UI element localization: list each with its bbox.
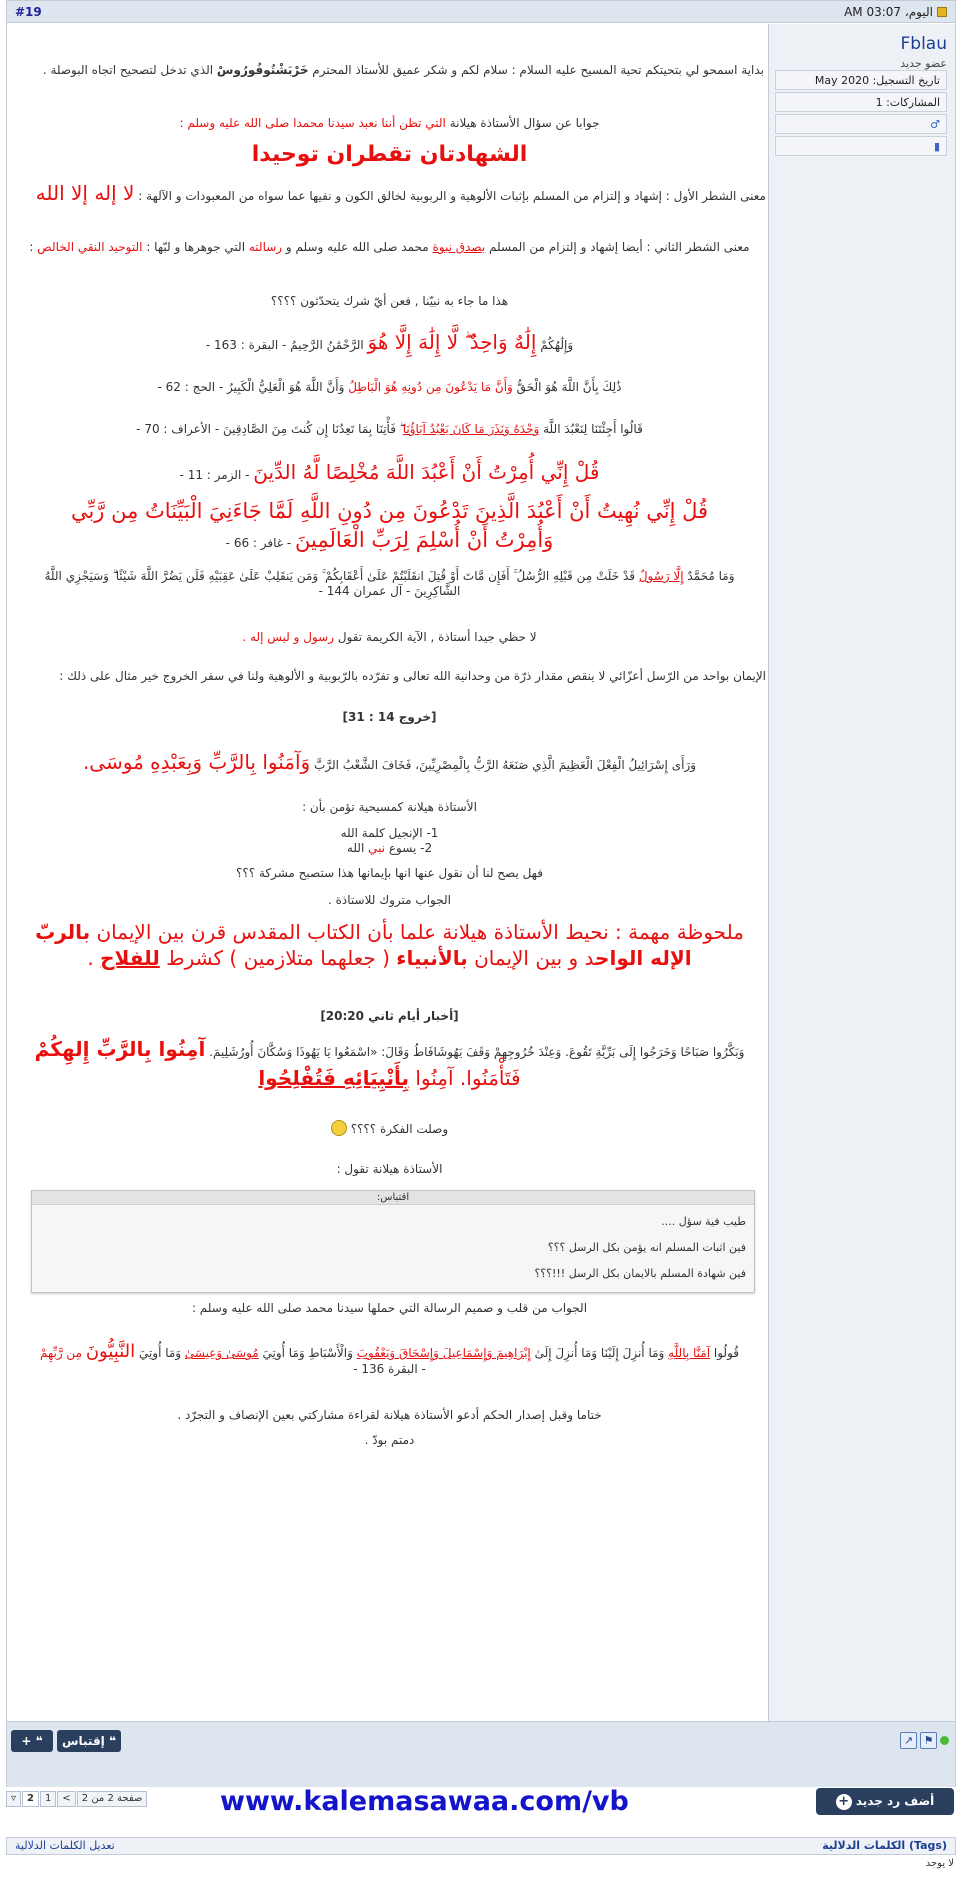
helana-believes: الأستاذة هيلانة كمسيحية تؤمن بأن :: [302, 800, 477, 814]
edit-tags-link[interactable]: تعديل الكلمات الدلالية: [15, 1839, 115, 1852]
closing-text: ختاما وقبل إصدار الحكم أدعو الأستاذة هيلانة لقراءة مشاركتي بعين الإنصاف و التجرّد .: [177, 1408, 602, 1422]
intro-text: بداية اسمحو لي بتحيتكم تحية المسيح عليه السلام : سلام لكم و شكر عميق للأستاذ المحترم خَرْبَشْتُوفُورُوسْ الذي تدخل لتصحيح اتجاه البوصلة .: [42, 63, 764, 77]
quote-button[interactable]: إقتباس ❝: [57, 1730, 121, 1752]
report-icon[interactable]: ⚑: [920, 1732, 937, 1749]
multiquote-button[interactable]: + ❝: [11, 1730, 53, 1752]
thread-footer: [0, 1788, 962, 1889]
faith-line: الإيمان بواحد من الرّسل أعزّائي لا ينقص مقدار ذرّة من وحدانية الله تعالى و تفرّده بالرّبوبية و الألوهية ولنا في سفر الخروج خير مثال على ذلك :: [59, 669, 766, 683]
verse-hajj-62: ذَٰلِكَ بِأَنَّ اللَّهَ هُوَ الْحَقُّ وَأَنَّ مَا يَدْعُونَ مِن دُونِهِ هُوَ الْبَاطِلُ وَأَنَّ اللَّهَ هُوَ الْعَلِيُّ الْكَبِيرُ - الحج : 62 -: [157, 380, 622, 394]
online-status-icon: [940, 1736, 949, 1745]
verse-araf-70: قَالُوا أَجِئْتَنَا لِنَعْبُدَ اللَّهَ وَحْدَهُ وَنَذَرَ مَا كَانَ يَعْبُدُ آبَاؤُنَا ۖ فَأْتِنَا بِمَا تَعِدُنَا إِن كُنتَ مِنَ الصَّادِقِينَ - الأعراف : 70 -: [136, 422, 643, 436]
gender-male-icon: ♂: [930, 118, 940, 131]
verse-baqara-136: قُولُوا آمَنَّا بِاللَّهِ وَمَا أُنزِلَ إِلَيْنَا وَمَا أُنزِلَ إِلَىٰ إِبْرَاهِيمَ وَإِسْمَاعِيلَ وَإِسْحَاقَ وَيَعْقُوبَ وَالْأَسْبَاطِ وَمَا أُوتِيَ مُوسَىٰ وَعِيسَىٰ وَمَا أُوتِيَ النَّبِيُّونَ مِن رَّبِّهِمْ - البقرة 136 -: [39, 1341, 740, 1376]
second-part-meaning: معنى الشطر الثاني : أيضا إشهاد و إلتزام من المسلم بصدق نبوة محمد صلى الله عليه وسلم و رسالته التي جوهرها و لبّها : التوحيد النقي الخالص :: [29, 240, 750, 254]
message-answer: الجواب من قلب و صميم الرسالة التي حملها سيدنا محمد صلى الله عليه وسلم :: [191, 1301, 588, 1315]
verse-imran-144: وَمَا مُحَمَّدٌ إِلَّا رَسُولٌ قَدْ خَلَتْ مِن قَبْلِهِ الرُّسُلُ ۚ أَفَإِن مَّاتَ أَوْ قُتِلَ انقَلَبْتُمْ عَلَىٰ أَعْقَابِكُمْ ۚ وَمَن يَنقَلِبْ عَلَىٰ عَقِبَيْهِ فَلَن يَضُرَّ اللَّهَ شَيْئًا ۗ وَسَيَجْزِي اللَّهُ الشَّاكِرِينَ - آل عمران 144 -: [44, 569, 735, 598]
pager-page-1[interactable]: 1: [40, 1791, 56, 1807]
thinking-smiley-icon: [331, 1120, 347, 1136]
important-note: ملحوظة مهمة : نحيط الأستاذة هيلانة علما بأن الكتاب المقدس قرن بين الإيمان بالربّ الإله الواحد و بين الإيمان بالأنبياء ( جعلهما متلازمين ) كشرط للفلاح .: [35, 920, 744, 970]
shirk-question-2: فهل يصح لنا أن نقول عنها انها بإيمانها هذا ستصبح مشركة ؟؟؟: [236, 866, 543, 880]
first-part-meaning: معنى الشطر الأول : إشهاد و إلتزام من المسلم بإثبات الألوهية و الربوبية لخالق الكون و نفيها عما سواه من المعبودات و الآلهة : لا إله إلا الله: [35, 181, 766, 205]
shirk-question: هذا ما جاء به نبيّنا , فعن أيّ شرك يتحدّثون ؟؟؟؟: [270, 294, 509, 308]
post-header: [7, 1, 955, 23]
post-count: المشاركات: 1: [775, 92, 947, 112]
post-footer: [7, 1721, 955, 1787]
quote-line: فين اثبات المسلم انه يؤمن بكل الرسل ؟؟؟: [547, 1241, 746, 1254]
exodus-verse: وَرَأَى إِسْرَائِيلُ الْفِعْلَ الْعَظِيمَ الَّذِي صَنَعَهُ الرَّبُّ بِالْمِصْرِيِّينَ، فَخَافَ الشَّعْبُ الرَّبَّ وَآمَنُوا بِالرَّبِّ وَبِعَبْدِهِ مُوسَى.: [82, 750, 697, 774]
exodus-reference: [خروج 14 : 31]: [342, 710, 437, 724]
answer-line: جوابا عن سؤال الأستاذة هيلانة التي تظن أننا نعبد سيدنا محمدا صلى الله عليه وسلم :: [179, 116, 600, 130]
tags-empty: لا يوجد: [925, 1858, 954, 1869]
answer-left: الجواب متروك للاستاذة .: [328, 893, 451, 907]
post-container: [6, 0, 956, 1787]
pager-jump-icon[interactable]: ▿: [6, 1791, 21, 1807]
join-date: تاريخ التسجيل: May 2020: [775, 70, 947, 90]
share-icon[interactable]: ↗: [900, 1732, 917, 1749]
pager-label: صفحة 2 من 2: [77, 1791, 148, 1807]
pager-prev[interactable]: <: [57, 1791, 75, 1807]
verse-zumar-11: قُلْ إِنِّي أُمِرْتُ أَنْ أَعْبُدَ اللَّهَ مُخْلِصًا لَّهُ الدِّينَ - الزمر : 11 -: [179, 460, 600, 484]
user-sidebar: [768, 24, 955, 1748]
flag-icon: ▮: [933, 140, 940, 153]
quote-line: طيب فية سؤل ....: [661, 1215, 746, 1228]
post-date: اليوم، 03:07 AM: [844, 5, 947, 19]
pager-page-2[interactable]: 2: [22, 1791, 39, 1807]
tags-bar: [6, 1837, 956, 1855]
verse-ghafir-66: قُلْ إِنِّي نُهِيتُ أَنْ أَعْبُدَ الَّذِينَ تَدْعُونَ مِن دُونِ اللَّهِ لَمَّا جَاءَنِيَ الْبَيِّنَاتُ مِن رَّبِّي وَأُمِرْتُ أَنْ أُسْلِمَ لِرَبِّ الْعَالَمِينَ - غافر : 66 -: [70, 499, 709, 552]
verse-baqara-163: وَإِلَٰهُكُمْ إِلَٰهٌ وَاحِدٌ ۖ لَّا إِلَٰهَ إِلَّا هُوَ الرَّحْمَٰنُ الرَّحِيمُ - البقرة : 163 -: [205, 330, 574, 354]
note-messenger: لا حظي جيدا أستاذة , الآية الكريمة تقول رسول و ليس إله .: [242, 630, 537, 644]
gender-row: [775, 114, 947, 134]
idea-question: وصلت الفكرة ؟؟؟؟: [11, 1120, 768, 1136]
regards-text: دمتم بودّ .: [364, 1433, 415, 1447]
username-link[interactable]: Fblau: [900, 34, 947, 54]
plus-icon: +: [836, 1794, 852, 1810]
site-url: www.kalemasawaa.com/vb: [220, 1786, 629, 1817]
pagination: [6, 1790, 148, 1808]
quote-block: [31, 1190, 755, 1293]
chronicles-verse: وَبَكَّرُوا صَبَاحًا وَخَرَجُوا إِلَى بَرِّيَّةِ تَقُوعَ. وَعِنْدَ خُرُوجِهِمْ وَقَفَ يَهُوشَافَاطُ وَقَالَ: «اسْمَعُوا يَا يَهُوذَا وَسُكَّانَ أُورُشَلِيمَ. آمِنُوا بِالرَّبِّ إِلهِكُمْ فَتَأْمَنُوا. آمِنُوا بِأَنْبِيَائِهِ فَتُفْلِحُوا: [34, 1037, 745, 1090]
country-row: [775, 136, 947, 156]
quote-title: اقتباس:: [32, 1191, 754, 1205]
chronicles-reference: [أخبار أيام ثاني 20:20]: [320, 1009, 459, 1023]
tags-title: الكلمات الدلالية (Tags): [822, 1839, 947, 1852]
post-status-icon: [937, 7, 947, 17]
helana-says: الأستاذة هيلانة تقول :: [336, 1162, 443, 1176]
reply-button[interactable]: أضف رد جديد +: [816, 1788, 954, 1815]
post-number-link[interactable]: #19: [15, 5, 42, 19]
quote-line: فين شهادة المسلم بالايمان بكل الرسل !!!؟؟؟: [534, 1267, 746, 1280]
belief-list: 1- الإنجيل كلمة الله 2- يسوع نبي الله: [340, 826, 439, 855]
user-title: عضو جديد: [900, 57, 947, 70]
big-heading: الشهادتان تقطران توحيدا: [251, 142, 528, 167]
